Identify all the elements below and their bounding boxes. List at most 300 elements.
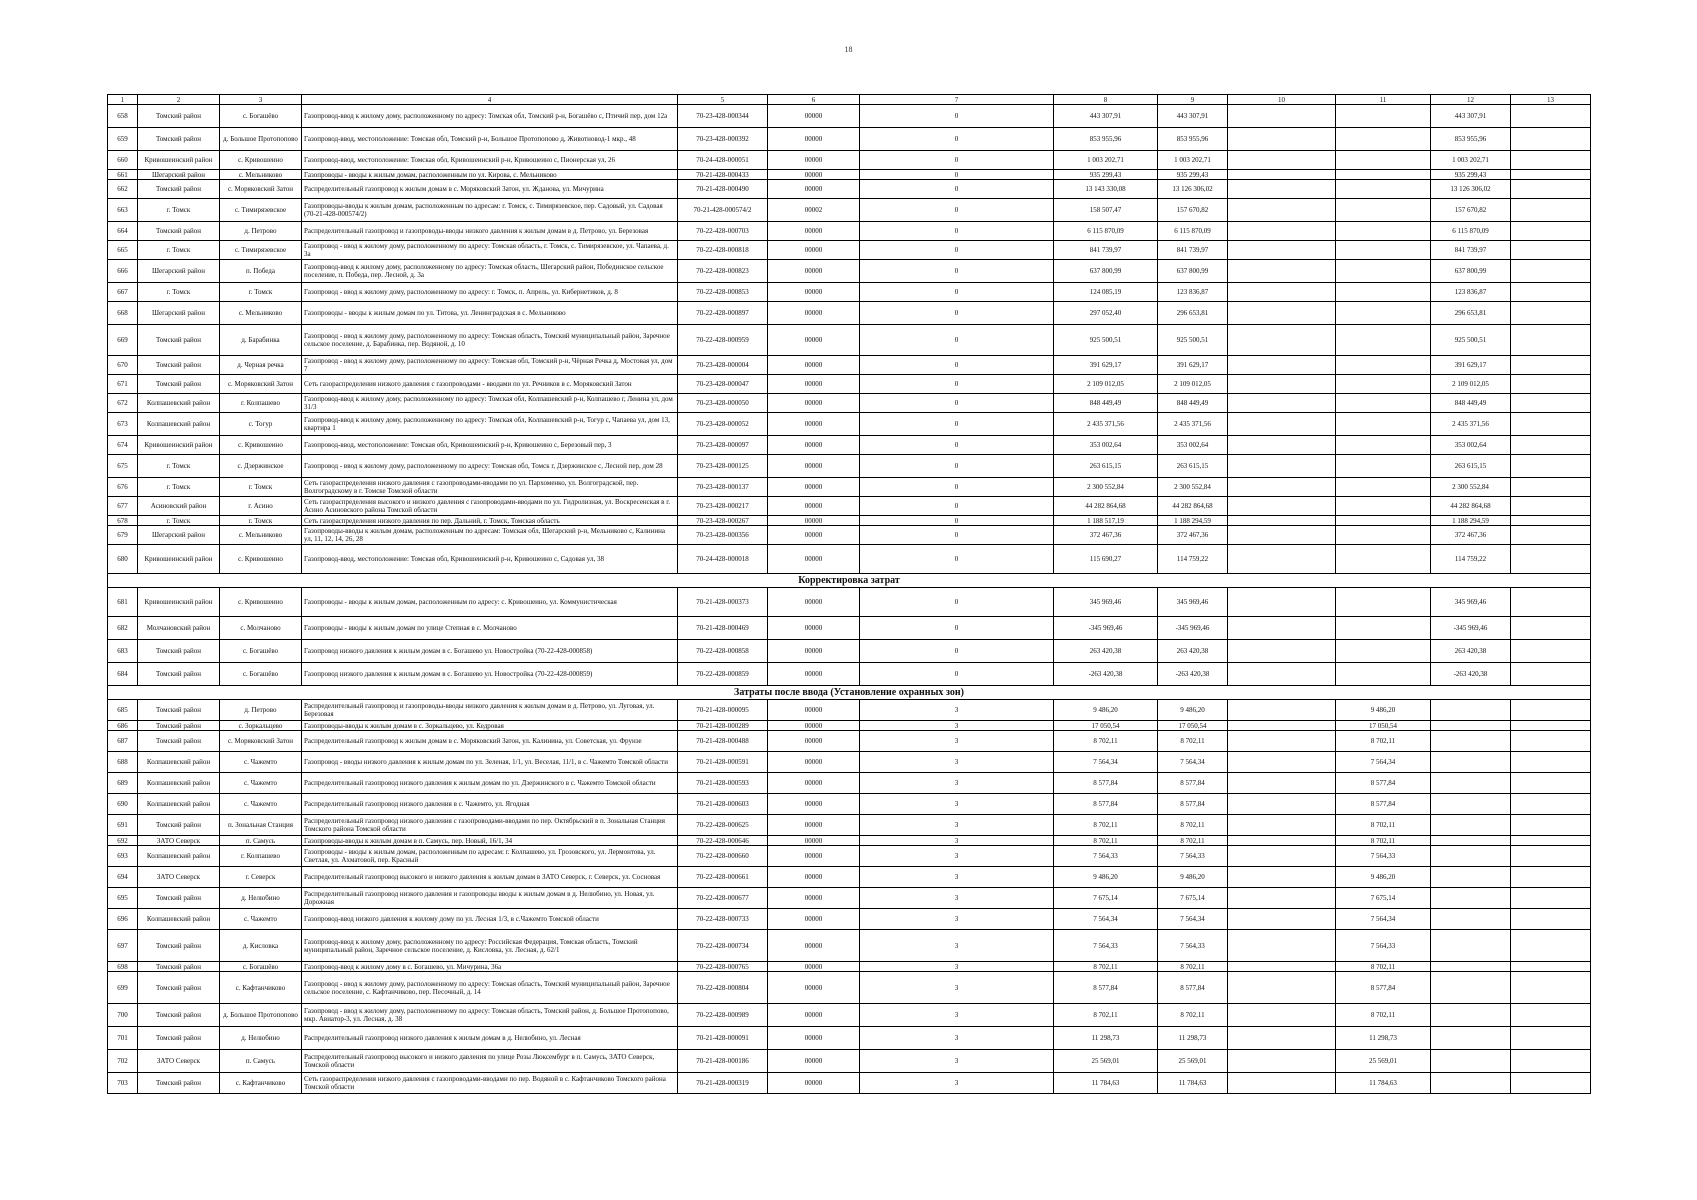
cell-value-5: 2 109 012,05 bbox=[1431, 375, 1511, 394]
cell-value-6 bbox=[1511, 180, 1591, 199]
table-row bbox=[108, 516, 1591, 526]
cell-value-5: 123 836,87 bbox=[1431, 283, 1511, 302]
cell-value-2: 7 675,14 bbox=[1158, 888, 1228, 909]
cell-row-number: 680 bbox=[108, 545, 138, 574]
table-row bbox=[108, 394, 1591, 413]
cell-code: 00000 bbox=[768, 394, 860, 413]
cell-object-name: Распределительный газопровод и газопроводы-вводы низкого давления к жилым домам в д. Петрово, ул. Луговая, ул. Березовая bbox=[302, 700, 678, 721]
cell-code: 00000 bbox=[768, 846, 860, 867]
cell-object-name: Газопровод - ввод к жилому дому, расположенному по адресу: Томская обл, Томский р-н, Чёрная Речка д, Мостовая ул, дом 7 bbox=[302, 356, 678, 375]
cell-value-1: 853 955,96 bbox=[1054, 128, 1158, 151]
cell-value-1: 8 702,11 bbox=[1054, 1004, 1158, 1027]
cell-value-2: 2 300 552,84 bbox=[1158, 478, 1228, 497]
cell-object-name: Газопроводы - вводы к жилым домам, расположенным по адресам: г. Колпашево, ул. Грозовского, ул. Лермонтова, ул. Светлая, ул. Ахматовой, пер. Красный bbox=[302, 846, 678, 867]
cell-value-5 bbox=[1431, 773, 1511, 794]
cell-value-6 bbox=[1511, 260, 1591, 283]
cell-district: Томский район bbox=[138, 731, 220, 752]
cell-value-5: 935 299,43 bbox=[1431, 170, 1511, 180]
cell-row-number: 663 bbox=[108, 199, 138, 222]
cell-settlement: с. Кафтанчиково bbox=[220, 1073, 302, 1094]
cell-row-number: 672 bbox=[108, 394, 138, 413]
cell-value-2: 8 702,11 bbox=[1158, 815, 1228, 836]
cell-value-6 bbox=[1511, 105, 1591, 128]
cell-object-name: Газопровод - ввод к жилому дому, расположенному по адресу: Томская область, Томский район, д. Большое Протопопово, мкр. Авиатор-3, ул. Лесная, д. 38 bbox=[302, 1004, 678, 1027]
cell-code: 00000 bbox=[768, 731, 860, 752]
cell-value-3 bbox=[1228, 773, 1336, 794]
cell-value-3 bbox=[1228, 478, 1336, 497]
cell-row-number: 701 bbox=[108, 1027, 138, 1050]
cell-object-name: Газопровод-ввод к жилому дому, расположенному по адресу: Российская Федерация, Томская область, Томский муниципальный район, Заречное сельское поселение, д. Кисловка, ул. Лесная, д. 62/1 bbox=[302, 930, 678, 962]
cell-category: 0 bbox=[860, 283, 1054, 302]
cell-object-name: Сеть газораспределения низкого давления с газопроводами - вводами по ул. Речников в с. Моряковский Затон bbox=[302, 375, 678, 394]
cell-value-5: 853 955,96 bbox=[1431, 128, 1511, 151]
cell-code: 00000 bbox=[768, 545, 860, 574]
cell-value-3 bbox=[1228, 526, 1336, 545]
cell-value-1: 925 500,51 bbox=[1054, 325, 1158, 356]
cell-category: 0 bbox=[860, 455, 1054, 478]
cell-value-6 bbox=[1511, 721, 1591, 731]
cell-value-5: 345 969,46 bbox=[1431, 588, 1511, 617]
cell-row-number: 686 bbox=[108, 721, 138, 731]
cell-row-number: 696 bbox=[108, 909, 138, 930]
cell-district: Томский район bbox=[138, 222, 220, 241]
cell-code: 00002 bbox=[768, 199, 860, 222]
cell-code: 00000 bbox=[768, 617, 860, 640]
cell-value-4: 9 486,20 bbox=[1336, 700, 1431, 721]
cell-value-3 bbox=[1228, 199, 1336, 222]
cell-value-4 bbox=[1336, 413, 1431, 436]
cell-value-5: 1 003 202,71 bbox=[1431, 151, 1511, 170]
cell-value-2: 853 955,96 bbox=[1158, 128, 1228, 151]
cell-value-6 bbox=[1511, 846, 1591, 867]
table-row bbox=[108, 794, 1591, 815]
cell-object-name: Газопровод - ввод к жилому дому, расположенному по адресу: Томская область, Томский муниципальный район, Заречное сельское поселение, с. Кафтанчиково, пер. Песочный, д. 14 bbox=[302, 972, 678, 1004]
cell-value-1: 17 050,54 bbox=[1054, 721, 1158, 731]
cell-code: 00000 bbox=[768, 962, 860, 972]
cell-object-name: Сеть газораспределения низкого давления с газопроводами-вводами по пер. Водяной в с. Кафтанчиково Томского района Томской области bbox=[302, 1073, 678, 1094]
cell-settlement: с. Тимирязевское bbox=[220, 241, 302, 260]
cell-code: 00000 bbox=[768, 1073, 860, 1094]
cell-district: Томский район bbox=[138, 375, 220, 394]
cell-value-2: 9 486,20 bbox=[1158, 867, 1228, 888]
cell-object-name: Газопровод - ввод к жилому дому, расположенному по адресу: Томская область, г. Томск, с. Тимирязевское, ул. Чапаева, д. 3а bbox=[302, 241, 678, 260]
cell-value-2: 123 836,87 bbox=[1158, 283, 1228, 302]
table-row bbox=[108, 356, 1591, 375]
cell-inventory-number: 70-21-428-000091 bbox=[678, 1027, 768, 1050]
cell-inventory-number: 70-22-428-000677 bbox=[678, 888, 768, 909]
cell-category: 0 bbox=[860, 526, 1054, 545]
cell-inventory-number: 70-22-428-000959 bbox=[678, 325, 768, 356]
cell-value-3 bbox=[1228, 752, 1336, 773]
cell-object-name: Распределительный газопровод низкого давления к жилым домам в д. Нелюбино, ул. Лесная bbox=[302, 1027, 678, 1050]
cell-district: г. Томск bbox=[138, 241, 220, 260]
cell-value-6 bbox=[1511, 794, 1591, 815]
cell-value-1: 8 577,84 bbox=[1054, 794, 1158, 815]
cell-value-4 bbox=[1336, 222, 1431, 241]
cell-district: Томский район bbox=[138, 700, 220, 721]
cell-value-2: 1 188 294,59 bbox=[1158, 516, 1228, 526]
table-row bbox=[108, 128, 1591, 151]
cell-district: Томский район bbox=[138, 640, 220, 663]
cell-value-5: 2 300 552,84 bbox=[1431, 478, 1511, 497]
cell-row-number: 690 bbox=[108, 794, 138, 815]
table-row bbox=[108, 302, 1591, 325]
cell-value-6 bbox=[1511, 836, 1591, 846]
cell-value-3 bbox=[1228, 815, 1336, 836]
column-header-12: 12 bbox=[1431, 95, 1511, 105]
cell-value-4 bbox=[1336, 588, 1431, 617]
cell-inventory-number: 70-23-428-000125 bbox=[678, 455, 768, 478]
cell-row-number: 677 bbox=[108, 497, 138, 516]
cell-value-6 bbox=[1511, 1027, 1591, 1050]
cell-category: 0 bbox=[860, 663, 1054, 686]
cell-value-4: 9 486,20 bbox=[1336, 867, 1431, 888]
cell-value-2: 848 449,49 bbox=[1158, 394, 1228, 413]
cell-district: Томский район bbox=[138, 105, 220, 128]
cell-inventory-number: 70-22-428-000818 bbox=[678, 241, 768, 260]
cell-value-2: 841 739,97 bbox=[1158, 241, 1228, 260]
cell-value-4 bbox=[1336, 180, 1431, 199]
cell-value-3 bbox=[1228, 640, 1336, 663]
cell-category: 3 bbox=[860, 962, 1054, 972]
cell-inventory-number: 70-23-428-000050 bbox=[678, 394, 768, 413]
cell-value-1: 11 784,63 bbox=[1054, 1073, 1158, 1094]
cell-code: 00000 bbox=[768, 436, 860, 455]
cell-code: 00000 bbox=[768, 516, 860, 526]
cell-category: 3 bbox=[860, 930, 1054, 962]
cell-value-5 bbox=[1431, 700, 1511, 721]
cell-object-name: Газопроводы-вводы к жилым домам в п. Самусь, пер. Новый, 16/1, 34 bbox=[302, 836, 678, 846]
table-row bbox=[108, 283, 1591, 302]
cell-district: ЗАТО Северск bbox=[138, 867, 220, 888]
cell-value-4: 8 702,11 bbox=[1336, 836, 1431, 846]
table-row bbox=[108, 170, 1591, 180]
cell-value-3 bbox=[1228, 909, 1336, 930]
cell-inventory-number: 70-22-428-000660 bbox=[678, 846, 768, 867]
cell-row-number: 674 bbox=[108, 436, 138, 455]
cell-code: 00000 bbox=[768, 972, 860, 1004]
cell-value-4 bbox=[1336, 105, 1431, 128]
cell-row-number: 679 bbox=[108, 526, 138, 545]
cell-value-5 bbox=[1431, 888, 1511, 909]
cell-value-4: 7 675,14 bbox=[1336, 888, 1431, 909]
cell-value-5: 1 188 294,59 bbox=[1431, 516, 1511, 526]
cell-value-4 bbox=[1336, 436, 1431, 455]
cell-value-5: 925 500,51 bbox=[1431, 325, 1511, 356]
cell-code: 00000 bbox=[768, 836, 860, 846]
cell-object-name: Газопровод-ввод низкого давления к жилому дому по ул. Лесная 1/3, в с.Чажемто Томской области bbox=[302, 909, 678, 930]
cell-code: 00000 bbox=[768, 909, 860, 930]
cell-code: 00000 bbox=[768, 700, 860, 721]
cell-value-2: 7 564,34 bbox=[1158, 752, 1228, 773]
cell-code: 00000 bbox=[768, 325, 860, 356]
cell-category: 0 bbox=[860, 105, 1054, 128]
cell-value-6 bbox=[1511, 325, 1591, 356]
cell-district: г. Томск bbox=[138, 478, 220, 497]
cell-value-1: 8 577,84 bbox=[1054, 972, 1158, 1004]
cell-row-number: 691 bbox=[108, 815, 138, 836]
cell-inventory-number: 70-21-428-000603 bbox=[678, 794, 768, 815]
cell-value-2: 8 577,84 bbox=[1158, 773, 1228, 794]
cell-category: 0 bbox=[860, 640, 1054, 663]
cell-value-5: 2 435 371,56 bbox=[1431, 413, 1511, 436]
cell-value-3 bbox=[1228, 283, 1336, 302]
cell-value-5: 372 467,36 bbox=[1431, 526, 1511, 545]
column-header-2: 2 bbox=[138, 95, 220, 105]
cell-settlement: с. Богашёво bbox=[220, 105, 302, 128]
cell-inventory-number: 70-21-428-000591 bbox=[678, 752, 768, 773]
cell-value-4 bbox=[1336, 497, 1431, 516]
cell-value-4 bbox=[1336, 375, 1431, 394]
cell-district: Шегарский район bbox=[138, 526, 220, 545]
cell-object-name: Газопроводы - вводы к жилым домам по ул. Титова, ул. Ленинградская в с. Мельниково bbox=[302, 302, 678, 325]
cell-value-6 bbox=[1511, 413, 1591, 436]
cell-inventory-number: 70-23-428-000047 bbox=[678, 375, 768, 394]
section-title: Корректировка затрат bbox=[108, 574, 1591, 588]
cell-value-6 bbox=[1511, 170, 1591, 180]
cell-code: 00000 bbox=[768, 241, 860, 260]
cell-inventory-number: 70-21-428-000574/2 bbox=[678, 199, 768, 222]
cell-value-3 bbox=[1228, 356, 1336, 375]
cell-category: 3 bbox=[860, 972, 1054, 1004]
column-header-4: 4 bbox=[302, 95, 678, 105]
cell-district: Шегарский район bbox=[138, 170, 220, 180]
cell-value-6 bbox=[1511, 302, 1591, 325]
cell-settlement: с. Тимирязевское bbox=[220, 199, 302, 222]
cell-value-4: 8 702,11 bbox=[1336, 1004, 1431, 1027]
cell-value-5 bbox=[1431, 1073, 1511, 1094]
cell-row-number: 659 bbox=[108, 128, 138, 151]
cell-value-2: 8 577,84 bbox=[1158, 794, 1228, 815]
cell-district: Шегарский район bbox=[138, 302, 220, 325]
cell-value-4 bbox=[1336, 663, 1431, 686]
cell-inventory-number: 70-22-428-000859 bbox=[678, 663, 768, 686]
cell-value-5 bbox=[1431, 1050, 1511, 1073]
cell-value-1: 637 800,99 bbox=[1054, 260, 1158, 283]
table-row bbox=[108, 180, 1591, 199]
cell-code: 00000 bbox=[768, 497, 860, 516]
cell-value-4: 8 702,11 bbox=[1336, 731, 1431, 752]
cell-row-number: 678 bbox=[108, 516, 138, 526]
cell-inventory-number: 70-21-428-000186 bbox=[678, 1050, 768, 1073]
cell-object-name: Газопроводы-вводы к жилым домам, расположенным по адресам: г. Томск, с. Тимирязевское, пер. Садовый, ул. Садовая (70-21-428-000574/2) bbox=[302, 199, 678, 222]
cell-code: 00000 bbox=[768, 1004, 860, 1027]
cell-inventory-number: 70-22-428-000703 bbox=[678, 222, 768, 241]
table-row bbox=[108, 663, 1591, 686]
table-row bbox=[108, 1004, 1591, 1027]
cell-value-6 bbox=[1511, 1050, 1591, 1073]
cell-value-4: 8 702,11 bbox=[1336, 815, 1431, 836]
cell-value-6 bbox=[1511, 545, 1591, 574]
cell-row-number: 666 bbox=[108, 260, 138, 283]
cell-object-name: Газопроводы - вводы к жилым домам, расположенным по ул. Кирова, с. Мельниково bbox=[302, 170, 678, 180]
cell-object-name: Распределительный газопровод к жилым домам в с. Моряковский Затон, ул. Жданова, ул. Мичурина bbox=[302, 180, 678, 199]
table-row bbox=[108, 545, 1591, 574]
cell-district: Кривошеинский район bbox=[138, 545, 220, 574]
column-header-13: 13 bbox=[1511, 95, 1591, 105]
cell-value-4: 11 298,73 bbox=[1336, 1027, 1431, 1050]
cell-value-3 bbox=[1228, 302, 1336, 325]
cell-code: 00000 bbox=[768, 105, 860, 128]
cell-value-1: 841 739,97 bbox=[1054, 241, 1158, 260]
table-row bbox=[108, 962, 1591, 972]
cell-inventory-number: 70-23-428-000217 bbox=[678, 497, 768, 516]
cell-code: 00000 bbox=[768, 455, 860, 478]
cell-code: 00000 bbox=[768, 151, 860, 170]
table-row bbox=[108, 731, 1591, 752]
cell-category: 3 bbox=[860, 1050, 1054, 1073]
cell-category: 0 bbox=[860, 375, 1054, 394]
table-row bbox=[108, 752, 1591, 773]
cell-value-6 bbox=[1511, 394, 1591, 413]
cell-value-2: 11 784,63 bbox=[1158, 1073, 1228, 1094]
cell-value-2: 7 564,33 bbox=[1158, 846, 1228, 867]
cell-settlement: с. Тогур bbox=[220, 413, 302, 436]
cell-value-2: 17 050,54 bbox=[1158, 721, 1228, 731]
table-row bbox=[108, 836, 1591, 846]
cell-code: 00000 bbox=[768, 640, 860, 663]
cell-settlement: с. Кривошеино bbox=[220, 588, 302, 617]
table-row bbox=[108, 526, 1591, 545]
cell-value-4: 7 564,33 bbox=[1336, 846, 1431, 867]
cell-row-number: 671 bbox=[108, 375, 138, 394]
cell-inventory-number: 70-22-428-000823 bbox=[678, 260, 768, 283]
column-header-10: 10 bbox=[1228, 95, 1336, 105]
cell-row-number: 699 bbox=[108, 972, 138, 1004]
cell-value-1: 263 615,15 bbox=[1054, 455, 1158, 478]
cell-value-5 bbox=[1431, 752, 1511, 773]
cell-value-6 bbox=[1511, 128, 1591, 151]
cell-value-4 bbox=[1336, 151, 1431, 170]
cell-value-4 bbox=[1336, 199, 1431, 222]
cell-inventory-number: 70-22-428-000734 bbox=[678, 930, 768, 962]
cell-value-3 bbox=[1228, 222, 1336, 241]
cell-value-6 bbox=[1511, 1004, 1591, 1027]
cell-district: Шегарский район bbox=[138, 260, 220, 283]
cell-value-5 bbox=[1431, 815, 1511, 836]
cell-category: 3 bbox=[860, 773, 1054, 794]
cell-object-name: Газопровод-ввод к жилому дому, расположенному по адресу: Томская обл, Колпашевский р-н, Колпашево г, Ленина ул, дом 31/3 bbox=[302, 394, 678, 413]
cell-district: Колпашевский район bbox=[138, 773, 220, 794]
cell-value-2: 443 307,91 bbox=[1158, 105, 1228, 128]
cell-row-number: 689 bbox=[108, 773, 138, 794]
cell-value-1: 13 143 330,08 bbox=[1054, 180, 1158, 199]
cell-category: 3 bbox=[860, 836, 1054, 846]
cell-category: 0 bbox=[860, 356, 1054, 375]
cell-value-4 bbox=[1336, 170, 1431, 180]
cell-row-number: 700 bbox=[108, 1004, 138, 1027]
cell-value-5: 263 615,15 bbox=[1431, 455, 1511, 478]
cell-code: 00000 bbox=[768, 375, 860, 394]
cell-object-name: Распределительный газопровод низкого давления с газопроводами-вводами по пер. Октябрьский в п. Зональная Станция Томского района Томской области bbox=[302, 815, 678, 836]
cell-value-6 bbox=[1511, 478, 1591, 497]
cell-object-name: Распределительный газопровод низкого давления и газопроводы вводы к жилым домам в д. Нелюбино, ул. Новая, ул. Дорожная bbox=[302, 888, 678, 909]
cell-code: 00000 bbox=[768, 283, 860, 302]
cell-value-3 bbox=[1228, 151, 1336, 170]
cell-category: 3 bbox=[860, 909, 1054, 930]
cell-value-1: 297 052,40 bbox=[1054, 302, 1158, 325]
cell-value-3 bbox=[1228, 1050, 1336, 1073]
cell-value-1: 391 629,17 bbox=[1054, 356, 1158, 375]
cell-value-4: 7 564,34 bbox=[1336, 752, 1431, 773]
cell-value-6 bbox=[1511, 356, 1591, 375]
cell-category: 3 bbox=[860, 1004, 1054, 1027]
cell-value-1: 9 486,20 bbox=[1054, 700, 1158, 721]
cell-value-3 bbox=[1228, 170, 1336, 180]
cell-code: 00000 bbox=[768, 815, 860, 836]
cell-row-number: 665 bbox=[108, 241, 138, 260]
cell-settlement: д. Нелюбино bbox=[220, 1027, 302, 1050]
cell-value-3 bbox=[1228, 325, 1336, 356]
cell-settlement: с. Мельниково bbox=[220, 302, 302, 325]
cell-value-2: 296 653,81 bbox=[1158, 302, 1228, 325]
cell-value-4: 8 702,11 bbox=[1336, 962, 1431, 972]
table-row bbox=[108, 325, 1591, 356]
cell-district: ЗАТО Северск bbox=[138, 1050, 220, 1073]
cell-value-5: 44 282 864,68 bbox=[1431, 497, 1511, 516]
cell-value-1: 124 085,19 bbox=[1054, 283, 1158, 302]
cell-value-3 bbox=[1228, 700, 1336, 721]
cell-object-name: Сеть газораспределения низкого давления по пер. Дальний, г. Томск, Томская область bbox=[302, 516, 678, 526]
cell-value-1: 7 564,33 bbox=[1054, 846, 1158, 867]
cell-value-6 bbox=[1511, 241, 1591, 260]
table-row bbox=[108, 1050, 1591, 1073]
cell-value-4 bbox=[1336, 478, 1431, 497]
cell-row-number: 660 bbox=[108, 151, 138, 170]
cell-code: 00000 bbox=[768, 888, 860, 909]
cell-value-2: 2 435 371,56 bbox=[1158, 413, 1228, 436]
cell-object-name: Газопровод-ввод к жилому дому, расположенному по адресу: Томская обл, Томский р-н, Богашёво с, Птичий пер, дом 12а bbox=[302, 105, 678, 128]
cell-district: Томский район bbox=[138, 325, 220, 356]
cell-settlement: г. Томск bbox=[220, 283, 302, 302]
cell-category: 0 bbox=[860, 497, 1054, 516]
table-row bbox=[108, 436, 1591, 455]
table-row bbox=[108, 888, 1591, 909]
cell-row-number: 681 bbox=[108, 588, 138, 617]
cell-category: 0 bbox=[860, 170, 1054, 180]
cell-value-2: 7 564,34 bbox=[1158, 909, 1228, 930]
cell-row-number: 695 bbox=[108, 888, 138, 909]
cell-value-6 bbox=[1511, 815, 1591, 836]
cell-settlement: д. Нелюбино bbox=[220, 888, 302, 909]
cell-category: 0 bbox=[860, 325, 1054, 356]
cell-value-1: 1 003 202,71 bbox=[1054, 151, 1158, 170]
cell-district: Томский район bbox=[138, 356, 220, 375]
cell-value-6 bbox=[1511, 640, 1591, 663]
cell-value-2: 263 420,38 bbox=[1158, 640, 1228, 663]
cell-row-number: 667 bbox=[108, 283, 138, 302]
cell-settlement: с. Чажемто bbox=[220, 909, 302, 930]
cell-category: 0 bbox=[860, 436, 1054, 455]
cell-district: Томский район bbox=[138, 962, 220, 972]
cell-inventory-number: 70-22-428-000625 bbox=[678, 815, 768, 836]
cell-value-1: 8 702,11 bbox=[1054, 815, 1158, 836]
cell-inventory-number: 70-23-428-000356 bbox=[678, 526, 768, 545]
cell-settlement: с. Мельниково bbox=[220, 526, 302, 545]
cell-inventory-number: 70-21-428-000319 bbox=[678, 1073, 768, 1094]
cell-inventory-number: 70-22-428-000765 bbox=[678, 962, 768, 972]
cell-value-5: 637 800,99 bbox=[1431, 260, 1511, 283]
cell-value-2: 372 467,36 bbox=[1158, 526, 1228, 545]
cell-value-6 bbox=[1511, 283, 1591, 302]
cell-value-2: 9 486,20 bbox=[1158, 700, 1228, 721]
cell-category: 0 bbox=[860, 394, 1054, 413]
cell-settlement: д. Барабинка bbox=[220, 325, 302, 356]
cell-value-5 bbox=[1431, 909, 1511, 930]
cell-settlement: с. Кривошеино bbox=[220, 545, 302, 574]
cell-value-4 bbox=[1336, 394, 1431, 413]
cell-value-2: 25 569,01 bbox=[1158, 1050, 1228, 1073]
